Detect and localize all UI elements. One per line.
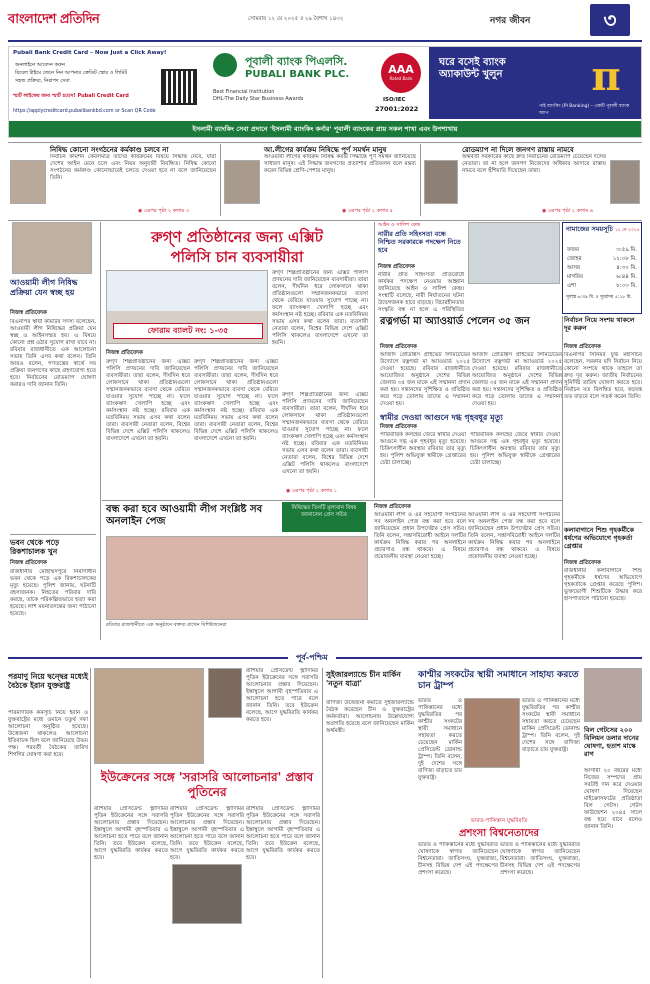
gates-photo xyxy=(584,668,642,722)
ad-credit-card-panel xyxy=(9,47,202,119)
divider xyxy=(90,668,91,978)
story-body: আজাদ প্রোডাক্টস প্রাইভেট লিমিটেডের উদ্যোগে রত্নগর্ভা মা অ্যাওয়ার্ড ২০২৫ দেওয়া হয়েছে। রবিবার রাজধানীতে আয়োজিত অনুষ্ঠানে দেশের বিভিন্ন জেলার ৩৫ জন মাকে এই সম্মাননা প্রদান করা হয়। সন্তানদের সুশিক্ষিত ও প্রতিষ্ঠিত করে গড়ে তোলায় তাদের এ সম্মাননা দেওয়া হয়। xyxy=(380,352,470,407)
divider xyxy=(322,668,323,978)
byline: নিজস্ব প্রতিবেদক xyxy=(10,310,47,316)
dateline: সোমবার ১২ মে ২০২৫ ॥ ২৯ বৈশাখ ১৪৩২ xyxy=(248,16,344,22)
award-line: Best Financial Institution xyxy=(213,89,275,95)
divider xyxy=(102,500,562,501)
prayer-times-box xyxy=(562,222,642,314)
ad-url[interactable]: https://applycreditcard.pubalibankbd.com or Scan QR Code xyxy=(13,109,156,114)
story-awami-league-ban-support[interactable] xyxy=(222,144,418,218)
stage-backdrop xyxy=(107,271,267,311)
story-bill-gates[interactable] xyxy=(584,668,642,978)
continued-marker: ◉ এরপর পৃষ্ঠা ২ কলাম ১ xyxy=(286,488,338,494)
quote-box xyxy=(282,502,366,532)
home-banking-slogan: ঘরে বসেই ব্যাংক অ্যাকাউন্ট খুলুন xyxy=(439,57,506,80)
bank-name-en: PUBALI BANK PLC. xyxy=(245,69,350,80)
newspaper-logo: বাংলাদেশ প্রতিদিন xyxy=(8,12,100,27)
lead-body-right: রুগ্ণ শিল্পপ্রতিষ্ঠানের জন্য এক্সিট পলিসি প্রণয়নের দাবি জানিয়েছেন ব্যবসায়ীরা। তারা বলেন, দীর্ঘদিন ধরে লোকসানে থাকা প্রতিষ্ঠানগুলো সম্মানজনকভাবে ব্যবসা থেকে বেরিয়ে যাওয়ার সুযোগ পাচ্ছে না। ফলে ব্যাংকঋণ খেলাপি হচ্ছে এবং কর্মসংস্থান নষ্ট হচ্ছে। রবিবার এক মতবিনিময় সভায় এসব কথা বলেন তারা। ব্যবসায়ী নেতারা বলেন, বিশ্বের বিভিন্ন দেশে এক্সিট পলিসি থাকলেও বাংলাদেশে এখনো তা হয়নি। xyxy=(272,270,368,346)
story-body: নির্বাচন কমিশন কেবলমাত্র তাদের কার্যক্রমের বিষয়ে সিদ্ধান্ত নেবে, যারা দেশের আইন মেনে চলে এবং নিয়ম অনুযায়ী নিবন্ধিত। নিষিদ্ধ কোনো সংগঠনের কর্মকাণ্ড কোনোভাবেই চলতে দেওয়া হবে না বলে জানিয়েছেন তিনি। xyxy=(50,154,216,181)
prayer-name: আসর xyxy=(567,265,581,271)
byline: নিজস্ব প্রতিবেদক xyxy=(564,560,601,566)
story-title[interactable]: আ.লীগের কার্যক্রম নিষিদ্ধে পূর্ণ সমর্থন মানুষ xyxy=(264,146,387,154)
prayer-row xyxy=(567,274,637,282)
byline: নিজস্ব প্রতিবেদক xyxy=(564,344,601,350)
ad-bullet: অনলাইনে আবেদন করুন xyxy=(15,62,65,68)
person-photo xyxy=(10,160,46,204)
story-awami-ban-process[interactable] xyxy=(8,222,98,640)
world-section-label: পূর্ব-পশ্চিম xyxy=(288,652,336,665)
divider xyxy=(562,316,563,640)
bank-emblem-icon xyxy=(213,53,237,77)
prayer-date: ১২ মে ২০২৫ xyxy=(615,228,640,233)
story-china-us-talks[interactable] xyxy=(324,668,414,978)
divider xyxy=(8,220,642,221)
ad-cta: স্মার্ট লাইফের জন্য স্মার্ট চয়েস! Pubali Credit Card xyxy=(13,93,129,99)
trump-photo xyxy=(464,698,520,768)
divider xyxy=(420,144,421,216)
islamic-banking-banner: ইসলামী ব্যাংকিং সেবা প্রদানে 'ইসলামী ব্যাংকিং কর্নার' পূবালী ব্যাংকের প্রায় সকল শাখা এবং উপশাখায় xyxy=(9,121,641,137)
award-photo xyxy=(468,222,560,284)
divider xyxy=(10,534,96,535)
prayer-time: ১২:০৮ মি. xyxy=(612,256,637,262)
photo-caption: রবিবার রাজধানীতে এক অনুষ্ঠানে বক্তব্য রাখেন বিশিষ্টজনেরা xyxy=(106,622,227,628)
byline: নিজস্ব প্রতিবেদক xyxy=(106,350,143,356)
lead-story-exit-policy[interactable] xyxy=(102,222,372,498)
story-body: ভারত ও পাকিস্তানের মধ্যে যুদ্ধবিরতির পর কাশ্মীর সংকটের স্থায়ী সমাধানে সহায়তা করতে চেয়েছেন মার্কিন প্রেসিডেন্ট ডোনাল্ড ট্রাম্প। তিনি বলেন, দুই দেশের সঙ্গে বাণিজ্য বাড়াতে চায় যুক্তরাষ্ট্র। xyxy=(522,698,580,753)
story-body: রাশিয়ার প্রেসিডেন্ট ভ্লাদিমির পুতিন ইউক্রেনের সঙ্গে সরাসরি আলোচনার প্রস্তাব দিয়েছেন। ইস্তাম্বুলে আগামী বৃহস্পতিবার এ আলোচনা হতে পারে বলে জানান তিনি। তবে ইউক্রেন বলেছে, আগে যুদ্ধবিরতি কার্যকর করতে হবে। xyxy=(94,806,168,861)
prayer-row xyxy=(567,265,637,273)
person-photo xyxy=(424,160,458,204)
iso-label: ISO/IEC xyxy=(383,97,406,103)
story-ratnagarbha-award[interactable] xyxy=(376,314,562,410)
page-number: ৩ xyxy=(603,8,617,32)
story-putin-talks[interactable] xyxy=(94,766,320,978)
story-body: অন্তর্বর্তী সরকারের কাছে দ্রুত নির্বাচনের রোডম্যাপ চেয়েছেন দলের নেতারা। তা না হলে জনগণ নিজেদের অধিকার আদায়ে রাস্তায় নামবে বলে হুঁশিয়ারি দিয়েছেন তারা। xyxy=(462,154,606,174)
divider xyxy=(374,222,375,498)
prayer-name: এশা xyxy=(567,283,577,289)
rating: AAA xyxy=(388,63,414,76)
continued-marker: ◉ এরপর পৃষ্ঠা ২ কলাম ৫ xyxy=(342,208,394,214)
story-body: বিএনপির সিনিয়র যুগ্ম মহাসচিব বলেছেন, সরকার যদি নির্বাচন নিয়ে কোনো সংশয়ে থাকে তাহলে তা দ্রুত দূর করুন। জাতীয় নির্বাচনের সুনির্দিষ্ট তারিখ ঘোষণা করতে হবে। নির্বাচন যত বিলম্বিত হবে, ষড়যন্ত্র তত বাড়বে বলে সতর্ক করেন তিনি। xyxy=(564,352,642,400)
masthead xyxy=(0,0,650,44)
byline: নিজস্ব প্রতিবেদক xyxy=(380,344,417,350)
story-body: পারিবারিক কলহের জেরে স্বামীর দেওয়া আগুনে দগ্ধ এক গৃহবধূর মৃত্যু হয়েছে। চিকিৎসাধীন অবস্থায় রবিবার তার মৃত্যু হয়। পুলিশ অভিযুক্ত স্বামীকে গ্রেপ্তারের চেষ্টা চালাচ্ছে। xyxy=(470,432,560,466)
story-body: আওয়ামী লীগের কার্যক্রম নিষিদ্ধ করার সিদ্ধান্তে পূর্ণ সমর্থন জানিয়েছে সাধারণ মানুষ। এই সিদ্ধান্ত জনগণের প্রত্যাশার প্রতিফলন বলে মন্তব্য করেন বিভিন্ন শ্রেণি-পেশার মানুষ। xyxy=(264,154,416,174)
story-fire-death[interactable] xyxy=(376,412,562,498)
pi-banking-label: পাই ব্যাংকিং (PI Banking) – একটি পূবালী ব্যাংক অ্যাপ xyxy=(539,104,630,116)
story-body: পারমাণবিক কর্মসূচি নিয়ে ইরান ও যুক্তরাষ্ট্রের মধ্যে ওমানে চতুর্থ দফা আলোচনা অনুষ্ঠিত হয়েছে। উত্তেজনা থাকলেও আলোচনা ইতিবাচক ছিল বলে জানিয়েছে উভয় পক্ষ। পরবর্তী বৈঠকের তারিখ শিগগির ঘোষণা করা হবে। xyxy=(8,710,88,758)
iso-number: 27001:2022 xyxy=(375,105,419,113)
person-photo xyxy=(610,160,640,204)
rating-sub: Rated Bank xyxy=(389,76,413,81)
lead-body: রুগ্ণ শিল্পপ্রতিষ্ঠানের জন্য এক্সিট পলিসি প্রণয়নের দাবি জানিয়েছেন ব্যবসায়ীরা। তারা বলেন, দীর্ঘদিন ধরে লোকসানে থাকা প্রতিষ্ঠানগুলো সম্মানজনকভাবে ব্যবসা থেকে বেরিয়ে যাওয়ার সুযোগ পাচ্ছে না। ফলে ব্যাংকঋণ খেলাপি হচ্ছে এবং কর্মসংস্থান নষ্ট হচ্ছে। রবিবার এক মতবিনিময় সভায় এসব কথা বলেন তারা। ব্যবসায়ী নেতারা বলেন, বিশ্বের বিভিন্ন দেশে এক্সিট পলিসি থাকলেও বাংলাদেশে এখনো তা হয়নি। xyxy=(194,359,278,442)
ad-home-banking-panel xyxy=(429,47,641,119)
story-iran-us[interactable] xyxy=(8,668,88,978)
lead-body: রুগ্ণ শিল্পপ্রতিষ্ঠানের জন্য এক্সিট পলিসি প্রণয়নের দাবি জানিয়েছেন ব্যবসায়ীরা। তারা বলেন, দীর্ঘদিন ধরে লোকসানে থাকা প্রতিষ্ঠানগুলো সম্মানজনকভাবে ব্যবসা থেকে বেরিয়ে যাওয়ার সুযোগ পাচ্ছে না। ফলে ব্যাংকঋণ খেলাপি হচ্ছে এবং কর্মসংস্থান নষ্ট হচ্ছে। রবিবার এক মতবিনিময় সভায় এসব কথা বলেন তারা। ব্যবসায়ী নেতারা বলেন, বিশ্বের বিভিন্ন দেশে এক্সিট পলিসি থাকলেও বাংলাদেশে এখনো তা হয়নি। xyxy=(282,392,368,475)
story-body: আওয়ামী লীগ ও এর সহযোগী সংগঠনের সব অনলাইন পেজ বন্ধ করা হবে বলে জানিয়েছেন প্রধান উপদেষ্টার প্রেস সচিব। তিনি বলেন, সন্ত্রাসবিরোধী আইনে দলটির কার্যক্রম নিষিদ্ধ করার পর অনলাইনে প্রচারণাও বন্ধ থাকবে। এ বিষয়ে প্রয়োজনীয় ব্যবস্থা নেওয়া হচ্ছে। xyxy=(468,512,560,560)
prayer-name: জোহর xyxy=(567,256,582,262)
ad-bullet: রিয়েল টাইমে জেনে নিন আপনার ক্রেডিট স্কোর ও লিমিট xyxy=(15,70,128,76)
prayer-row xyxy=(567,247,637,255)
story-caption-box xyxy=(208,668,318,762)
story-title[interactable]: প্রশংসা বিশ্বনেতাদের xyxy=(459,828,539,839)
prayer-title: নামাজের সময়সূচি xyxy=(566,225,613,233)
story-online-pages-body xyxy=(372,502,562,640)
section-label: নগর জীবন xyxy=(490,16,531,26)
story-title[interactable]: ইউক্রেনের সঙ্গে 'সরাসরি আলোচনার' প্রস্তাব পুতিনের xyxy=(100,770,314,799)
lead-headline[interactable]: রুগ্ণ প্রতিষ্ঠানের জন্য এক্সিট xyxy=(151,228,323,246)
lead-headline[interactable]: পলিসি চান ব্যবসায়ীরা xyxy=(170,248,304,266)
story-title[interactable]: পরমাণু নিয়ে দ্বন্দ্বের মধ্যেই বৈঠকে ইরান যুক্তরাষ্ট্র xyxy=(8,672,88,690)
story-title[interactable]: কলাবাগানে শিশু গৃহকর্মীকে ধর্ষণের অভিযোগে গৃহকর্তা গ্রেপ্তার xyxy=(564,526,635,550)
person-photo xyxy=(224,160,260,204)
story-title[interactable]: নিষিদ্ধ কোনো সংগঠনের কর্মকাণ্ড চলবে না xyxy=(50,146,169,154)
story-election-doubts[interactable] xyxy=(564,316,642,640)
story-body: আগামী ২০ বছরের মধ্যে নিজের সম্পদের প্রায় সবটাই দান করে দেওয়ার ঘোষণা দিয়েছেন মাইক্রোসফটের প্রতিষ্ঠাতা বিল গেটস। গেটস ফাউন্ডেশন ২০৪৫ সালে বন্ধ হয়ে যাবে বলেও জানান তিনি। xyxy=(584,768,642,830)
story-tag: ভারত-পাকিস্তান যুদ্ধবিরতি xyxy=(470,818,528,824)
person-photo xyxy=(208,668,242,718)
story-title[interactable]: নারীর প্রতি সহিংসতা বন্ধে নিশ্চিত সরকারকে পদক্ষেপ নিতে হবে xyxy=(378,230,461,254)
pull-quote: নিষিদ্ধের তিনটি মূল্যবান বিষয় জানালেন প্রেস সচিব xyxy=(291,505,357,518)
byline: নিজস্ব প্রতিবেদক xyxy=(10,560,47,566)
story-title[interactable]: সুইজারল্যান্ডে চীন মার্কিন 'নতুন যাত্রা' xyxy=(326,670,401,688)
prayer-time: ৪:৩০ মি. xyxy=(616,265,637,271)
sun-times: সূর্যাস্ত ৬:৩৯ মি. ॥ সূর্যোদয় ৫:১৮ মি. xyxy=(566,295,632,300)
story-body: পারিবারিক কলহের জেরে স্বামীর দেওয়া আগুনে দগ্ধ এক গৃহবধূর মৃত্যু হয়েছে। চিকিৎসাধীন অবস্থায় রবিবার তার মৃত্যু হয়। পুলিশ অভিযুক্ত স্বামীকে গ্রেপ্তারের চেষ্টা চালাচ্ছে। xyxy=(380,432,466,466)
qr-code-icon[interactable] xyxy=(161,69,197,105)
story-body: রাজধানীর কলাবাগানে শিশু গৃহকর্মীকে ধর্ষণের অভিযোগে গৃহকর্তাকে গ্রেপ্তার করেছে পুলিশ। ভুক্তভোগী শিশুটিকে উদ্ধার করে হাসপাতালে পাঠানো হয়েছে। xyxy=(564,568,642,602)
pubali-bank-ad[interactable] xyxy=(8,46,642,138)
story-body: রাজধানীর মোহাম্মদপুরে নির্মাণাধীন ভবন থেকে পড়ে এক রিকশাচালকের মৃত্যু হয়েছে। পুলিশ জানায়, ঘটনাটি রহস্যজনক। নিহতের পরিবার দাবি করছে, তাকে পরিকল্পিতভাবে হত্যা করা হয়েছে। লাশ ময়নাতদন্তের জন্য পাঠানো হয়েছে। xyxy=(10,569,96,617)
prayer-name: মাগরিব xyxy=(567,274,583,280)
story-body: বাণিজ্য উত্তেজনা কমাতে সুইজারল্যান্ডে বৈঠক করেছেন চীন ও যুক্তরাষ্ট্রের কর্মকর্তারা। আলোচনায় উল্লেখযোগ্য অগ্রগতি হয়েছে বলে জানিয়েছেন মার্কিন অর্থমন্ত্রী। xyxy=(326,700,414,734)
story-trump-kashmir[interactable] xyxy=(416,668,582,978)
story-banned-organizations[interactable] xyxy=(8,144,218,218)
continued-marker: ◉ এরপর পৃষ্ঠা ২ কলাম ৩ xyxy=(138,208,190,214)
story-title[interactable]: রোডম্যাপ না দিলে জনগণ রাস্তায় নামবে xyxy=(462,146,574,154)
story-title[interactable]: স্বামীর দেওয়া আগুনে দগ্ধ গৃহবধূর মৃত্যু xyxy=(380,413,503,422)
story-body: আওয়ামী লীগ ও এর সহযোগী সংগঠনের সব অনলাইন পেজ বন্ধ করা হবে বলে জানিয়েছেন প্রধান উপদেষ্টার প্রেস সচিব। তিনি বলেন, সন্ত্রাসবিরোধী আইনে দলটির কার্যক্রম নিষিদ্ধ করার পর অনলাইনে প্রচারণাও বন্ধ থাকবে। এ বিষয়ে প্রয়োজনীয় ব্যবস্থা নেওয়া হচ্ছে। xyxy=(374,512,466,560)
photo-caption-banner xyxy=(113,323,263,339)
award-line: DHL-The Daily Star Business Awards xyxy=(213,96,304,102)
person-photo xyxy=(12,222,92,274)
ad-heading: Pubali Bank Credit Card – Now Just a Click Away! xyxy=(13,50,167,56)
photo-caption: ফোরাম ব্যালট নং: ১-৩৫ xyxy=(147,326,229,335)
prayer-row xyxy=(567,256,637,264)
story-body: ভারত ও পাকিস্তানের মধ্যে যুদ্ধবিরতি ঘোষণাকে স্বাগত জানিয়েছেন বিশ্বনেতারা। জাতিসংঘ, যুক্তরাজ্য, চীনসহ বিভিন্ন দেশ এই পদক্ষেপের প্রশংসা করেছে। xyxy=(500,842,580,876)
story-body: ভারত ও পাকিস্তানের মধ্যে যুদ্ধবিরতির পর কাশ্মীর সংকটের স্থায়ী সমাধানে সহায়তা করতে চেয়েছেন মার্কিন প্রেসিডেন্ট ডোনাল্ড ট্রাম্প। তিনি বলেন, দুই দেশের সঙ্গে বাণিজ্য বাড়াতে চায় যুক্তরাষ্ট্র। xyxy=(418,698,462,781)
pi-logo-icon: π xyxy=(591,53,621,100)
masthead-rule xyxy=(8,40,642,42)
story-title[interactable]: ভবন থেকে পড়ে রিকশাচালক খুন xyxy=(10,538,60,556)
page-number-badge xyxy=(590,4,630,36)
story-violence-against-women[interactable] xyxy=(376,222,466,312)
putin-photo xyxy=(172,864,242,924)
prayer-row xyxy=(567,283,637,291)
divider xyxy=(8,142,642,143)
protest-photo xyxy=(94,668,204,764)
story-title[interactable]: নির্বাচন নিয়ে সংশয় থাকলে দূর করুন xyxy=(564,316,635,332)
prayer-time: ৬:৪৪ মি. xyxy=(616,274,637,280)
story-online-pages-ban[interactable] xyxy=(102,502,370,640)
story-body: আজাদ প্রোডাক্টস প্রাইভেট লিমিটেডের উদ্যোগে রত্নগর্ভা মা অ্যাওয়ার্ড ২০২৫ দেওয়া হয়েছে। রবিবার রাজধানীতে আয়োজিত অনুষ্ঠানে দেশের বিভিন্ন জেলার ৩৫ জন মাকে এই সম্মাননা প্রদান করা হয়। সন্তানদের সুশিক্ষিত ও প্রতিষ্ঠিত করে গড়ে তোলায় তাদের এ সম্মাননা দেওয়া হয়। xyxy=(472,352,562,407)
story-body: রাশিয়ার প্রেসিডেন্ট ভ্লাদিমির পুতিন ইউক্রেনের সঙ্গে সরাসরি আলোচনার প্রস্তাব দিয়েছেন। ইস্তাম্বুলে আগামী বৃহস্পতিবার এ আলোচনা হতে পারে বলে জানান তিনি। তবে ইউক্রেন বলেছে, আগে যুদ্ধবিরতি কার্যকর করতে হবে। xyxy=(246,668,318,723)
story-title[interactable]: বিল গেটসের ২০০ বিলিয়ন ডলার দানের ঘোষণা, হতাশ মাস্কে রাগ xyxy=(584,726,639,758)
story-body: ভারত ও পাকিস্তানের মধ্যে যুদ্ধবিরতি ঘোষণাকে স্বাগত জানিয়েছেন বিশ্বনেতারা। জাতিসংঘ, যুক্তরাজ্য, চীনসহ বিভিন্ন দেশ এই পদক্ষেপের প্রশংসা করেছে। xyxy=(418,842,498,876)
divider xyxy=(564,522,642,523)
divider xyxy=(100,222,101,640)
event-photo xyxy=(106,536,368,620)
story-title[interactable]: কাশ্মীর সংকটের স্থায়ী সমাধানে সাহায্য করতে চান ট্রাম্প xyxy=(418,670,579,691)
story-title[interactable]: বন্ধ করা হবে আওয়ামী লীগ সংশ্লিষ্ট সব অনলাইন পেজ xyxy=(106,504,263,527)
aaa-badge xyxy=(381,53,421,93)
story-body: রাশিয়ার প্রেসিডেন্ট ভ্লাদিমির পুতিন ইউক্রেনের সঙ্গে সরাসরি আলোচনার প্রস্তাব দিয়েছেন। ইস্তাম্বুলে আগামী বৃহস্পতিবার এ আলোচনা হতে পারে বলে জানান তিনি। তবে ইউক্রেন বলেছে, আগে যুদ্ধবিরতি কার্যকর করতে হবে। xyxy=(246,806,320,861)
continued-marker: ◉ এরপর পৃষ্ঠা ২ কলাম ৬ xyxy=(542,208,594,214)
story-title[interactable]: রত্নগর্ভা মা অ্যাওয়ার্ড পেলেন ৩৫ জন xyxy=(380,316,530,327)
story-body: রাশিয়ার প্রেসিডেন্ট ভ্লাদিমির পুতিন ইউক্রেনের সঙ্গে সরাসরি আলোচনার প্রস্তাব দিয়েছেন। ইস্তাম্বুলে আগামী বৃহস্পতিবার এ আলোচনা হতে পারে বলে জানান তিনি। তবে ইউক্রেন বলেছে, আগে যুদ্ধবিরতি কার্যকর করতে হবে। xyxy=(170,806,244,861)
story-tag: আইন ও সালিশ কেন্দ্র xyxy=(378,222,421,228)
story-body: বিএনপির স্থায়ী কমিটির সদস্য বলেছেন, আওয়ামী লীগ নিষিদ্ধের প্রক্রিয়া যেন স্বচ্ছ ও আইনসম্মত হয়। এ বিষয়ে কোনো প্রশ্ন ওঠার সুযোগ রাখা যাবে না। রবিবার রাজধানীতে এক আলোচনা সভায় তিনি এসব কথা বলেন। তিনি আরও বলেন, গণতন্ত্রের স্বার্থে সব প্রক্রিয়া জনগণের কাছে গ্রহণযোগ্য হতে হবে। নির্বাচনের রোডম্যাপ ঘোষণা করারও দাবি জানান তিনি। xyxy=(10,319,96,388)
prayer-time: ৮:০৩ মি. xyxy=(616,283,637,289)
lead-body: রুগ্ণ শিল্পপ্রতিষ্ঠানের জন্য এক্সিট পলিসি প্রণয়নের দাবি জানিয়েছেন ব্যবসায়ীরা। তারা বলেন, দীর্ঘদিন ধরে লোকসানে থাকা প্রতিষ্ঠানগুলো সম্মানজনকভাবে ব্যবসা থেকে বেরিয়ে যাওয়ার সুযোগ পাচ্ছে না। ফলে ব্যাংকঋণ খেলাপি হচ্ছে এবং কর্মসংস্থান নষ্ট হচ্ছে। রবিবার এক মতবিনিময় সভায় এসব কথা বলেন তারা। ব্যবসায়ী নেতারা বলেন, বিশ্বের বিভিন্ন দেশে এক্সিট পলিসি থাকলেও বাংলাদেশে এখনো তা হয়নি। xyxy=(106,359,190,442)
prayer-name: ফজর xyxy=(567,247,579,253)
event-photo xyxy=(106,270,268,344)
section-band xyxy=(8,652,642,664)
story-title[interactable]: আওয়ামী লীগ নিষিদ্ধ প্রক্রিয়া যেন স্বচ্ছ হয় xyxy=(10,278,78,297)
ad-bullet: সহজ প্রক্রিয়া, নিরাপদ সেবা xyxy=(15,78,70,84)
ad-bank-logo-panel xyxy=(205,47,427,119)
byline: নিজস্ব প্রতিবেদক xyxy=(374,504,411,510)
prayer-time: ৩:৫৯ মি. xyxy=(616,247,637,253)
divider xyxy=(220,144,221,216)
bank-name-bn: পূবালী ব্যাংক পিএলসি. xyxy=(245,55,348,68)
byline: নিজস্ব প্রতিবেদক xyxy=(380,424,417,430)
story-body: নারীর প্রতি সহিংসতা প্রতিরোধে কার্যকর পদক্ষেপ নেওয়ার আহ্বান জানিয়েছে আইন ও সালিশ কেন্দ্র। সংস্থাটি বলেছে, নারী নির্যাতনের ঘটনা উদ্বেগজনক হারে বাড়ছে। বিচারহীনতার সংস্কৃতি বন্ধ না হলে এ পরিস্থিতির xyxy=(378,272,464,312)
byline: নিজস্ব প্রতিবেদক xyxy=(378,264,415,270)
story-roadmap[interactable] xyxy=(422,144,642,218)
